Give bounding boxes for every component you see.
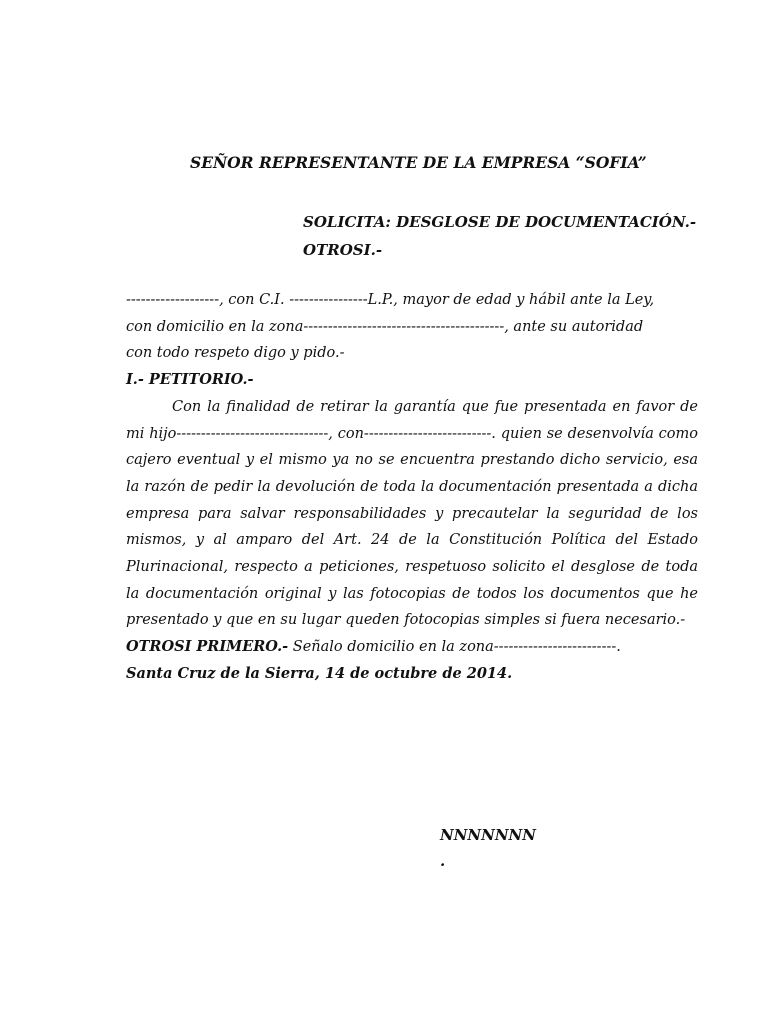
addressee-heading: SEÑOR REPRESENTANTE DE LA EMPRESA “SOFIA” xyxy=(190,153,647,172)
otrosi-text: Señalo domicilio en la zona-------------------------. xyxy=(288,639,621,656)
otrosi-line: OTROSI.- xyxy=(303,241,383,259)
petitorio-heading: I.- PETITORIO.- xyxy=(126,371,254,389)
intro-line-1: -------------------, con C.I. ----------------L.P., mayor de edad y hábil ante la Ley, xyxy=(126,292,655,308)
petitorio-paragraph: Con la finalidad de retirar la garantía que fue presentada en favor de mi hijo-------------------------------, con--------------------------. quien se desenvolvía como cajero eventual y el mismo ya no se encuentra prestando dicho servicio, esa la razón de pedir la devolución de toda la documentación presentada a dicha empresa para salvar responsabilidades y precautelar la seguridad de los mismos, y al amparo del Art. 24 de la Constitución Política del Estado Plurinacional, respecto a peticiones, respetuoso solicito el desglose de toda la documentación original y las fotocopias de todos los documentos que he presentado y que en su lugar queden fotocopias simples si fuera necesario.- xyxy=(126,398,698,629)
solicita-block xyxy=(303,208,696,264)
otrosi-paragraph xyxy=(126,634,698,661)
intro-line-3: con todo respeto digo y pido.- xyxy=(126,345,345,362)
solicita-line: SOLICITA: DESGLOSE DE DOCUMENTACIÓN.- xyxy=(303,213,697,231)
document-body xyxy=(126,287,698,688)
intro-line-2: con domicilio en la zona-----------------------------------------, ante su autoridad xyxy=(126,318,644,335)
signature-block xyxy=(440,822,536,874)
signature-name: NNNNNNN xyxy=(440,826,536,844)
place-date: Santa Cruz de la Sierra, 14 de octubre de 2014. xyxy=(126,664,513,682)
otrosi-label: OTROSI PRIMERO.- xyxy=(126,638,289,656)
signature-dot: . xyxy=(440,852,446,870)
